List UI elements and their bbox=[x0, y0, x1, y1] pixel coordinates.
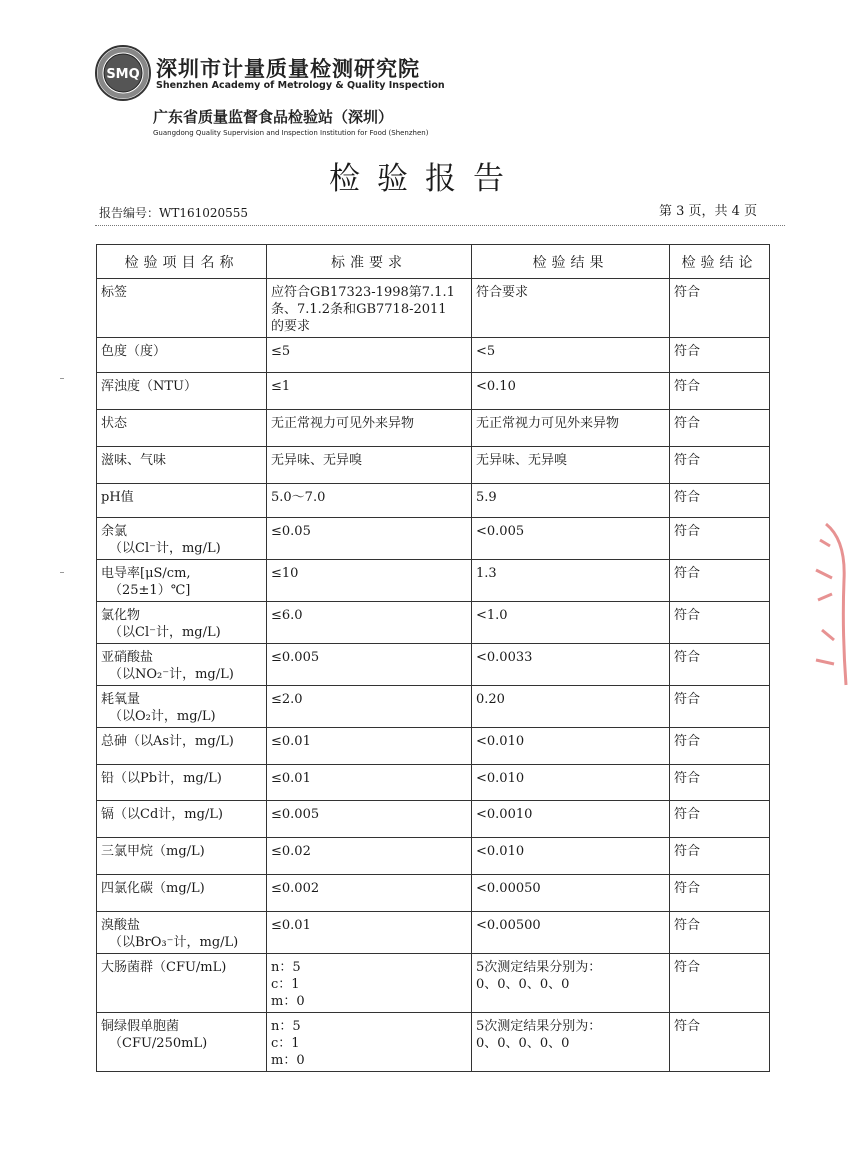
result-cell bbox=[472, 338, 670, 373]
requirement-cell bbox=[267, 801, 472, 838]
cell-text: c：1 bbox=[271, 977, 300, 992]
cell-text: 总砷（以As计，mg/L) bbox=[101, 734, 234, 749]
cell-text: 电导率[μS/cm, bbox=[101, 566, 191, 581]
requirement-cell bbox=[267, 954, 472, 1013]
table-row bbox=[97, 1013, 770, 1072]
requirement-cell bbox=[267, 602, 472, 644]
table-row bbox=[97, 912, 770, 954]
result-cell bbox=[472, 728, 670, 765]
station-name-cn: 广东省质量监督食品检验站（深圳） bbox=[153, 108, 394, 126]
cell-text: （CFU/250mL) bbox=[109, 1036, 208, 1051]
cell-text: <0.005 bbox=[476, 524, 525, 539]
item-name-cell bbox=[97, 560, 267, 602]
cell-text: 耗氧量 bbox=[101, 692, 141, 707]
cell-text: 色度（度） bbox=[101, 344, 167, 359]
result-cell bbox=[472, 279, 670, 338]
requirement-cell bbox=[267, 447, 472, 484]
table-row bbox=[97, 518, 770, 560]
requirement-cell bbox=[267, 875, 472, 912]
cell-text: 0、0、0、0、0 bbox=[476, 977, 570, 992]
cell-text: ≤0.02 bbox=[271, 844, 311, 859]
cell-text: （以Cl⁻计，mg/L) bbox=[109, 625, 221, 640]
item-name-cell bbox=[97, 644, 267, 686]
cell-text: <0.010 bbox=[476, 771, 525, 786]
cell-text: <0.010 bbox=[476, 734, 525, 749]
cell-text: 铜绿假单胞菌 bbox=[101, 1019, 180, 1034]
result-cell bbox=[472, 560, 670, 602]
col-header-result: 检验结果 bbox=[472, 245, 670, 279]
conclusion-cell: 符合 bbox=[670, 728, 770, 765]
item-name-cell bbox=[97, 447, 267, 484]
item-name-cell bbox=[97, 686, 267, 728]
item-name-cell bbox=[97, 373, 267, 410]
cell-text: ≤2.0 bbox=[271, 692, 303, 707]
cell-text: 1.3 bbox=[476, 566, 497, 581]
table-row bbox=[97, 410, 770, 447]
requirement-cell bbox=[267, 1013, 472, 1072]
result-cell bbox=[472, 484, 670, 518]
table-row bbox=[97, 484, 770, 518]
conclusion-cell: 符合 bbox=[670, 338, 770, 373]
cell-text: ≤5 bbox=[271, 344, 291, 359]
table-row bbox=[97, 279, 770, 338]
cell-text: <0.10 bbox=[476, 379, 516, 394]
cell-text: n：5 bbox=[271, 960, 301, 975]
table-row bbox=[97, 644, 770, 686]
item-name-cell bbox=[97, 801, 267, 838]
conclusion-cell: 符合 bbox=[670, 912, 770, 954]
item-name-cell bbox=[97, 602, 267, 644]
conclusion-cell: 符合 bbox=[670, 1013, 770, 1072]
col-header-conclusion: 检验结论 bbox=[670, 245, 770, 279]
inspection-table bbox=[96, 244, 770, 1072]
result-cell bbox=[472, 644, 670, 686]
cell-text: 状态 bbox=[101, 416, 128, 431]
conclusion-cell: 符合 bbox=[670, 279, 770, 338]
item-name-cell bbox=[97, 875, 267, 912]
cell-text: 5次测定结果分别为： bbox=[476, 960, 602, 975]
item-name-cell bbox=[97, 838, 267, 875]
table-row bbox=[97, 875, 770, 912]
cell-text: <0.0010 bbox=[476, 807, 533, 822]
report-number: 报告编号：WT161020555 bbox=[99, 206, 249, 220]
cell-text: 亚硝酸盐 bbox=[101, 650, 154, 665]
requirement-cell bbox=[267, 560, 472, 602]
cell-text: 滋味、气味 bbox=[101, 453, 167, 468]
requirement-cell bbox=[267, 765, 472, 801]
col-header-item: 检验项目名称 bbox=[97, 245, 267, 279]
cell-text: ≤0.01 bbox=[271, 918, 311, 933]
cell-text: <0.010 bbox=[476, 844, 525, 859]
seal-text: SMQ bbox=[106, 67, 140, 82]
letterhead bbox=[94, 44, 694, 144]
conclusion-cell: 符合 bbox=[670, 373, 770, 410]
cell-text: 余氯 bbox=[101, 524, 128, 539]
item-name-cell bbox=[97, 338, 267, 373]
col-header-requirement: 标准要求 bbox=[267, 245, 472, 279]
table-row bbox=[97, 686, 770, 728]
cell-text: 无正常视力可见外来异物 bbox=[476, 416, 620, 431]
requirement-cell bbox=[267, 644, 472, 686]
cell-text: 条、7.1.2条和GB7718-2011 bbox=[271, 302, 447, 317]
result-cell bbox=[472, 602, 670, 644]
cell-text: 无正常视力可见外来异物 bbox=[271, 416, 415, 431]
table-row bbox=[97, 728, 770, 765]
item-name-cell bbox=[97, 765, 267, 801]
result-cell bbox=[472, 875, 670, 912]
conclusion-cell: 符合 bbox=[670, 686, 770, 728]
item-name-cell bbox=[97, 279, 267, 338]
requirement-cell bbox=[267, 373, 472, 410]
cell-text: 5次测定结果分别为： bbox=[476, 1019, 602, 1034]
cell-text: <0.00500 bbox=[476, 918, 541, 933]
result-cell bbox=[472, 373, 670, 410]
red-stamp-icon bbox=[806, 520, 850, 690]
table-row bbox=[97, 954, 770, 1013]
cell-text: c：1 bbox=[271, 1036, 300, 1051]
requirement-cell bbox=[267, 518, 472, 560]
cell-text: （25±1）℃] bbox=[109, 583, 191, 598]
requirement-cell bbox=[267, 728, 472, 765]
cell-text: 四氯化碳（mg/L) bbox=[101, 881, 205, 896]
cell-text: 铅（以Pb计，mg/L) bbox=[101, 771, 222, 786]
requirement-cell bbox=[267, 686, 472, 728]
result-cell bbox=[472, 410, 670, 447]
table-row bbox=[97, 602, 770, 644]
item-name-cell bbox=[97, 1013, 267, 1072]
cell-text: ≤10 bbox=[271, 566, 299, 581]
cell-text: 符合要求 bbox=[476, 285, 529, 300]
cell-text: ≤1 bbox=[271, 379, 291, 394]
result-cell bbox=[472, 447, 670, 484]
item-name-cell bbox=[97, 518, 267, 560]
cell-text: 0.20 bbox=[476, 692, 505, 707]
requirement-cell bbox=[267, 484, 472, 518]
conclusion-cell: 符合 bbox=[670, 484, 770, 518]
cell-text: 无异味、无异嗅 bbox=[476, 453, 568, 468]
cell-text: 浑浊度（NTU） bbox=[101, 379, 198, 394]
divider bbox=[95, 225, 785, 226]
cell-text: m：0 bbox=[271, 994, 305, 1009]
cell-text: （以Cl⁻计，mg/L) bbox=[109, 541, 221, 556]
table-row bbox=[97, 801, 770, 838]
cell-text: 5.0～7.0 bbox=[271, 490, 326, 505]
cell-text: （以BrO₃⁻计，mg/L) bbox=[109, 935, 239, 950]
conclusion-cell: 符合 bbox=[670, 447, 770, 484]
conclusion-cell: 符合 bbox=[670, 410, 770, 447]
cell-text: ≤0.005 bbox=[271, 650, 320, 665]
item-name-cell bbox=[97, 954, 267, 1013]
result-cell bbox=[472, 1013, 670, 1072]
result-cell bbox=[472, 765, 670, 801]
conclusion-cell: 符合 bbox=[670, 644, 770, 686]
cell-text: 镉（以Cd计，mg/L) bbox=[101, 807, 224, 822]
margin-mark bbox=[60, 378, 64, 379]
item-name-cell bbox=[97, 410, 267, 447]
table-row bbox=[97, 838, 770, 875]
cell-text: （以O₂计，mg/L) bbox=[109, 709, 216, 724]
conclusion-cell: 符合 bbox=[670, 954, 770, 1013]
result-cell bbox=[472, 518, 670, 560]
conclusion-cell: 符合 bbox=[670, 838, 770, 875]
cell-text: 溴酸盐 bbox=[101, 918, 141, 933]
cell-text: <5 bbox=[476, 344, 496, 359]
item-name-cell bbox=[97, 484, 267, 518]
cell-text: ≤0.01 bbox=[271, 734, 311, 749]
item-name-cell bbox=[97, 728, 267, 765]
result-cell bbox=[472, 954, 670, 1013]
result-cell bbox=[472, 838, 670, 875]
cell-text: ≤6.0 bbox=[271, 608, 303, 623]
conclusion-cell: 符合 bbox=[670, 560, 770, 602]
requirement-cell bbox=[267, 410, 472, 447]
cell-text: 5.9 bbox=[476, 490, 497, 505]
conclusion-cell: 符合 bbox=[670, 602, 770, 644]
cell-text: （以NO₂⁻计，mg/L) bbox=[109, 667, 234, 682]
table-row bbox=[97, 765, 770, 801]
requirement-cell bbox=[267, 838, 472, 875]
table-row bbox=[97, 560, 770, 602]
cell-text: 应符合GB17323-1998第7.1.1 bbox=[271, 285, 455, 300]
cell-text: 0、0、0、0、0 bbox=[476, 1036, 570, 1051]
conclusion-cell: 符合 bbox=[670, 765, 770, 801]
cell-text: <0.0033 bbox=[476, 650, 533, 665]
conclusion-cell: 符合 bbox=[670, 801, 770, 838]
requirement-cell bbox=[267, 912, 472, 954]
cell-text: ≤0.002 bbox=[271, 881, 320, 896]
cell-text: 标签 bbox=[101, 285, 128, 300]
cell-text: 氯化物 bbox=[101, 608, 141, 623]
cell-text: <1.0 bbox=[476, 608, 508, 623]
table-row bbox=[97, 447, 770, 484]
cell-text: ≤0.01 bbox=[271, 771, 311, 786]
item-name-cell bbox=[97, 912, 267, 954]
result-cell bbox=[472, 686, 670, 728]
org-name-cn: 深圳市计量质量检测研究院 bbox=[156, 57, 420, 81]
page-number: 第 3 页，共 4 页 bbox=[659, 204, 758, 219]
smq-seal-logo-icon bbox=[94, 44, 152, 102]
requirement-cell bbox=[267, 338, 472, 373]
cell-text: ≤0.05 bbox=[271, 524, 311, 539]
cell-text: 无异味、无异嗅 bbox=[271, 453, 363, 468]
cell-text: m：0 bbox=[271, 1053, 305, 1068]
cell-text: <0.00050 bbox=[476, 881, 541, 896]
cell-text: pH值 bbox=[101, 490, 134, 505]
requirement-cell bbox=[267, 279, 472, 338]
margin-mark bbox=[60, 572, 64, 573]
cell-text: ≤0.005 bbox=[271, 807, 320, 822]
result-cell bbox=[472, 801, 670, 838]
cell-text: n：5 bbox=[271, 1019, 301, 1034]
table-row bbox=[97, 373, 770, 410]
cell-text: 的要求 bbox=[271, 319, 311, 334]
table-row bbox=[97, 338, 770, 373]
cell-text: 大肠菌群（CFU/mL) bbox=[101, 960, 227, 975]
station-name-en: Guangdong Quality Supervision and Inspection Institution for Food (Shenzhen) bbox=[153, 129, 429, 137]
result-cell bbox=[472, 912, 670, 954]
cell-text: 三氯甲烷（mg/L) bbox=[101, 844, 205, 859]
org-name-en: Shenzhen Academy of Metrology & Quality Inspection bbox=[156, 80, 445, 91]
report-title: 检验报告 bbox=[329, 161, 521, 197]
conclusion-cell: 符合 bbox=[670, 518, 770, 560]
conclusion-cell: 符合 bbox=[670, 875, 770, 912]
table-header-row bbox=[97, 245, 770, 279]
